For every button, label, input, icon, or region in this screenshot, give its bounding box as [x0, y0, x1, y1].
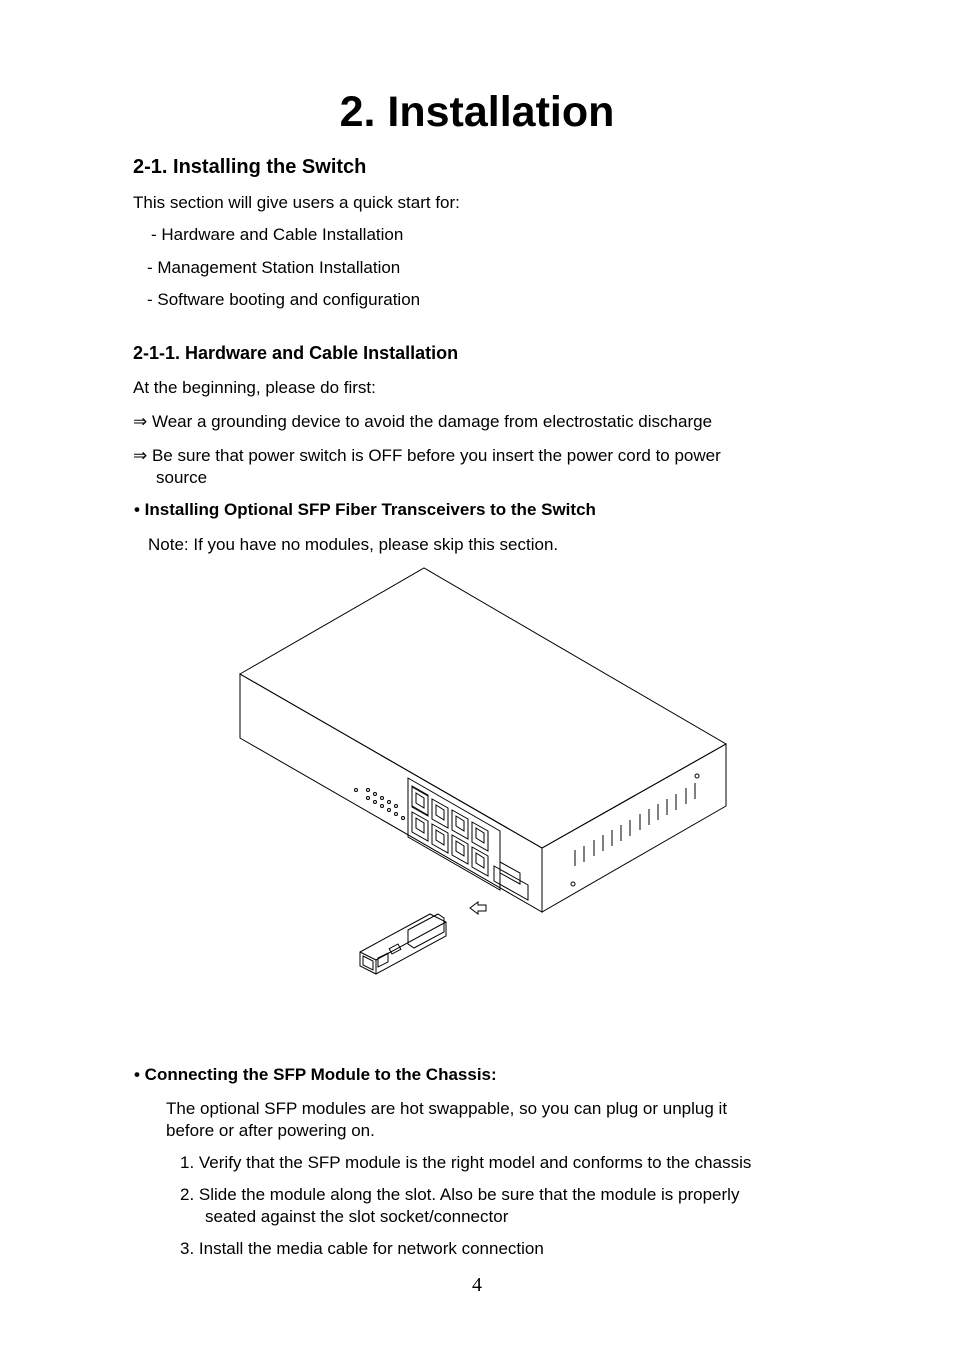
step-item-continued: source: [156, 468, 208, 487]
list-item: - Software booting and configuration: [147, 290, 421, 309]
sfp-install-heading: • Installing Optional SFP Fiber Transceivers to the Switch: [134, 500, 596, 519]
page-number: 4: [472, 1274, 482, 1296]
list-item: - Management Station Installation: [147, 258, 401, 277]
step-item: ⇒ Be sure that power switch is OFF before you insert the power cord to power: [133, 446, 721, 465]
section-heading: 2-1. Installing the Switch: [133, 156, 367, 178]
sfp-connect-paragraph: before or after powering on.: [166, 1121, 375, 1140]
subsection-intro: At the beginning, please do first:: [133, 378, 376, 397]
numbered-item: 1. Verify that the SFP module is the right model and conforms to the chassis: [180, 1153, 752, 1172]
numbered-item: 2. Slide the module along the slot. Also be sure that the module is properly: [180, 1185, 740, 1204]
numbered-item-continued: seated against the slot socket/connector: [205, 1207, 509, 1226]
subsection-heading: 2-1-1. Hardware and Cable Installation: [133, 343, 459, 363]
sfp-connect-paragraph: The optional SFP modules are hot swappable, so you can plug or unplug it: [166, 1099, 728, 1118]
list-item: - Hardware and Cable Installation: [151, 225, 404, 244]
sfp-connect-heading: • Connecting the SFP Module to the Chassis:: [134, 1065, 497, 1084]
numbered-item: 3. Install the media cable for network connection: [180, 1239, 544, 1258]
section-intro: This section will give users a quick start for:: [133, 193, 460, 212]
sfp-install-note: Note: If you have no modules, please skip this section.: [148, 535, 559, 554]
step-item: ⇒ Wear a grounding device to avoid the damage from electrostatic discharge: [133, 412, 713, 431]
chapter-title: 2. Installation: [339, 88, 615, 136]
